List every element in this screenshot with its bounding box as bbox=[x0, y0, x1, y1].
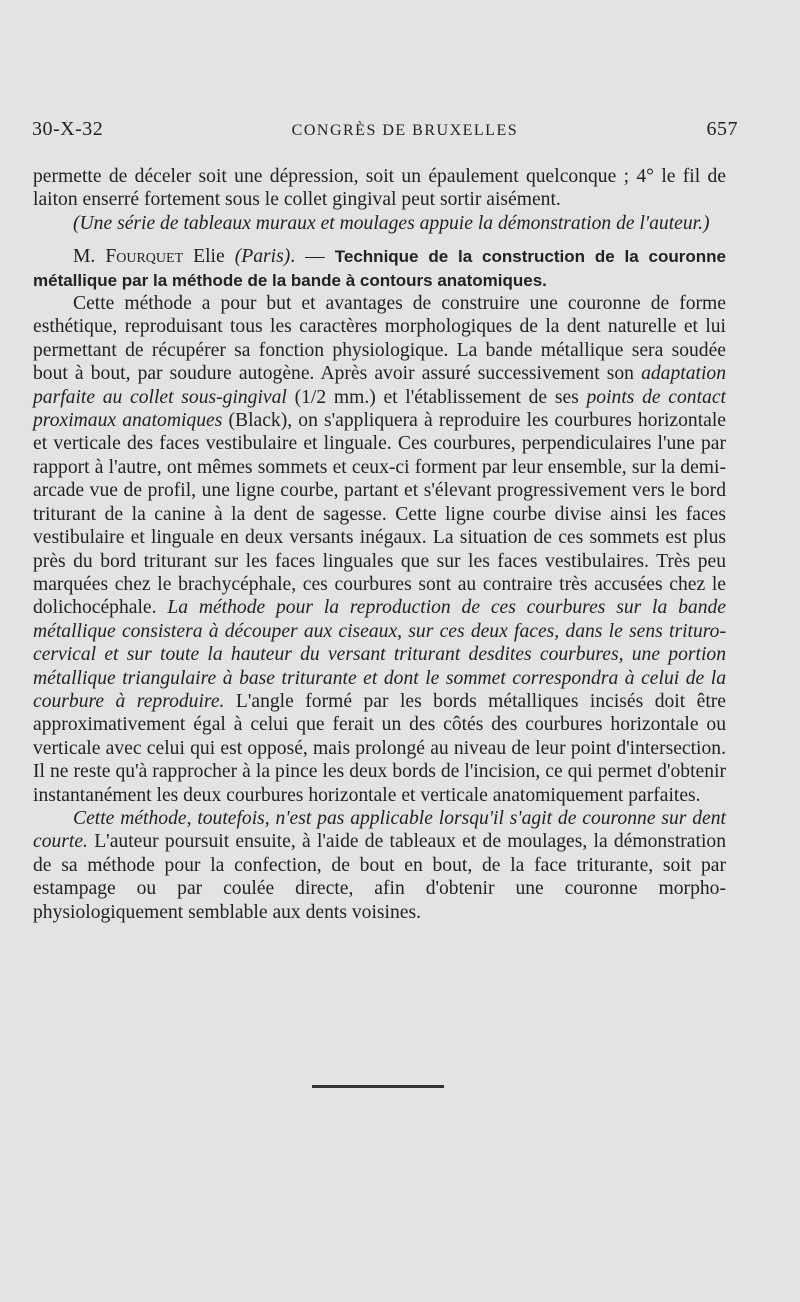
paragraph-2-italic: (Une série de tableaux muraux et moulages appuie la démonstration de l'auteur.) bbox=[73, 212, 710, 234]
running-header bbox=[32, 118, 738, 148]
section-title: Technique de la construction de la couronne métallique par la méthode de la bande à contours anatomiques. bbox=[33, 247, 726, 290]
body-text bbox=[33, 165, 726, 924]
header-date: 30-X-32 bbox=[32, 118, 104, 140]
author-first-name: Elie bbox=[183, 246, 235, 268]
author-name: Fourquet bbox=[105, 246, 184, 268]
p4-text-e: (Black), on s'appliquera à reproduire les courbures horizontale et verticale des faces vestibulaire et linguale. Ces courbures, perpendiculaires l'une par rapport à l'autre, ont mêmes sommets et ceux-ci forment par leur ensemble, sur la demi-arcade vue de profil, une ligne courbe, partant et s'élevant progressivement vers le bord triturant de la canine à la dent de sagesse. Cette ligne courbe divise ainsi les faces vestibulaire et linguale en deux versants inégaux. La situation de ces sommets est plus près du bord triturant sur les faces linguales que sur les faces vestibulaires. Très peu marquées chez le brachycéphale, ces courbures sont au contraire très accusées chez le dolichocéphale. bbox=[33, 410, 726, 619]
p4-text-g: L'angle formé par les bords métalliques incisés doit être approximativement égal à celui que ferait un des côtés des courbures horizontale ou verticale avec celui qui est opposé, mais prolongé au niveau de leur point d'intersection. Il ne reste qu'à rapprocher à la pince les deux bords de l'incision, ce qui permet d'obtenir instantanément les deux courbures horizontale et verticale anatomiquement parfaites. bbox=[33, 690, 726, 806]
p5-italic-a: Cette méthode, toutefois, n'est pas applicable lorsqu'il s'agit de couronne sur dent courte. bbox=[33, 807, 726, 853]
paragraph-1: permette de déceler soit une dépression, soit un épaulement quelconque ; 4° le fil de laiton enserré fortement sous le collet gingival peut sortir aisément. bbox=[33, 166, 726, 211]
paragraph-5 bbox=[33, 807, 726, 924]
author-initial: M. bbox=[73, 246, 106, 268]
p5-text-b: L'auteur poursuit ensuite, à l'aide de tableaux et de moulages, la démonstration de sa méthode pour la confection, de bout en bout, de la face triturante, soit par estampage ou par coulée directe, afin d'obtenir une couronne morpho-physiologiquement semblable aux dents voisines. bbox=[33, 831, 726, 923]
p4-text-a: Cette méthode a pour but et avantages de construire une couronne de forme esthétique, reproduisant tous les caractères morphologiques de la dent naturelle et lui permettant de récupérer sa fonction physiologique. La bande métallique sera soudée bout à bout, par soudure autogène. Après avoir assuré successivement son bbox=[33, 293, 726, 385]
author-city: (Paris) bbox=[234, 246, 291, 268]
p4-italic-d: points de contact proximaux anatomiques bbox=[33, 386, 726, 432]
paragraph-4 bbox=[33, 292, 726, 807]
paragraph-3 bbox=[33, 245, 726, 292]
separator-dash: . — bbox=[290, 246, 335, 268]
end-rule bbox=[312, 1085, 444, 1088]
p4-italic-b: adaptation parfaite au collet sous-gingival bbox=[33, 363, 726, 408]
p4-text-c: (1/2 mm.) et l'établissement de ses bbox=[286, 386, 587, 408]
paragraph-2 bbox=[33, 212, 726, 235]
header-title: CONGRÈS DE BRUXELLES bbox=[291, 122, 519, 139]
page-number: 657 bbox=[706, 118, 738, 140]
p4-italic-f: La méthode pour la reproduction de ces courbures sur la bande métallique consistera à découper aux ciseaux, sur ces deux faces, dans le sens trituro-cervical et sur toute la hauteur du versant triturant desdites courbures, une portion métallique triangulaire à base triturante et dont le sommet correspondra à celui de la courbure à reproduire. bbox=[33, 597, 726, 712]
